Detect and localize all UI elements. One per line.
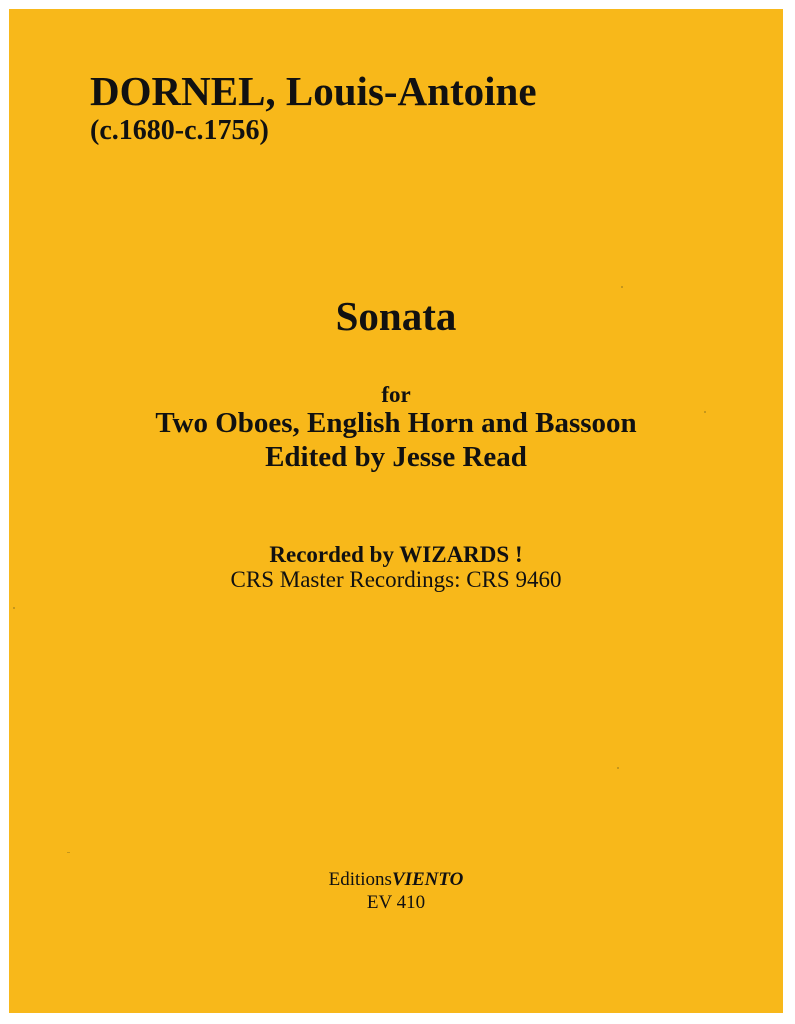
composer-dates: (c.1680-c.1756) [90, 115, 269, 146]
scan-speck [13, 607, 15, 609]
instrumentation: Two Oboes, English Horn and Bassoon [155, 407, 637, 439]
editor-credit: Edited by Jesse Read [265, 441, 527, 473]
composer-name: DORNEL, Louis-Antoine [90, 68, 537, 114]
work-title: Sonata [335, 293, 457, 339]
scan-speck [704, 411, 706, 413]
publisher-brand: VIENTO [391, 869, 464, 890]
for-label: for [381, 382, 411, 407]
recording-label: CRS Master Recordings: CRS 9460 [230, 567, 562, 592]
scan-speck [617, 767, 619, 769]
scan-speck [67, 852, 70, 853]
publisher-name [9, 869, 783, 891]
score-cover [9, 9, 783, 1013]
scan-speck [621, 286, 623, 288]
publisher-prefix: Editions [328, 869, 392, 890]
catalog-number: EV 410 [366, 892, 426, 913]
recording-credit: Recorded by WIZARDS ! [269, 542, 523, 567]
